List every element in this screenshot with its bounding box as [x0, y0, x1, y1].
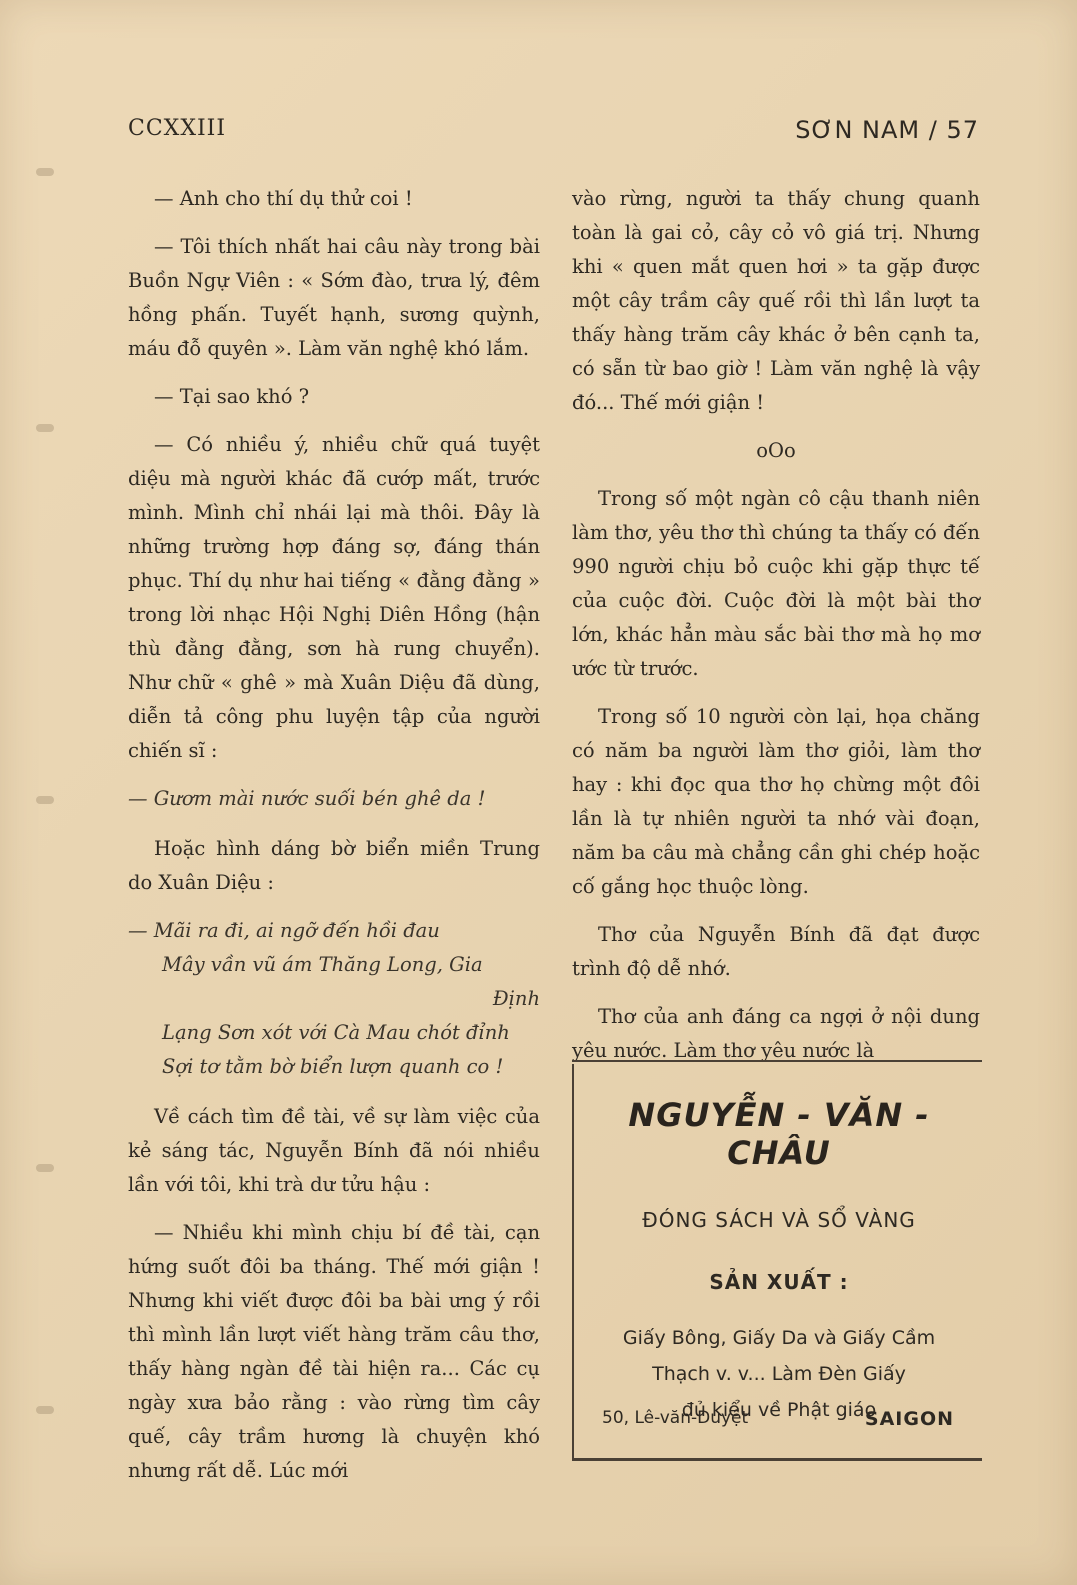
paragraph: — Tại sao khó ?: [154, 385, 310, 408]
paragraph: — Nhiều khi mình chịu bí đề tài, cạn hứng suốt đôi ba tháng. Thế mới giận ! Nhưng khi viết được đôi ba bài ưng ý rồi thì mình lần lượt viết hàng trăm câu thơ, thấy hàng ngàn đề tài hiện ra... Các cụ ngày xưa bảo rằng : vào rừng tìm cây quế, cây trầm hương là chuyện khó nhưng rất dễ. Lúc mới: [128, 1221, 540, 1482]
ad-description-line: đủ kiểu về Phật giáo: [681, 1399, 877, 1421]
paragraph: Thơ của Nguyễn Bính đã đạt được trình độ dễ nhớ.: [572, 923, 980, 980]
paragraph: Về cách tìm đề tài, về sự làm việc của kẻ sáng tác, Nguyễn Bính đã nói nhiều lần với tôi, khi trà dư tửu hậu :: [128, 1105, 540, 1196]
poem-line: Mây vần vũ ám Thăng Long, Gia: [162, 953, 483, 976]
ad-description-line: Giấy Bông, Giấy Da và Giấy Cầm: [622, 1327, 936, 1349]
advertisement-box: [572, 1060, 982, 1461]
poem-line: Sợi tơ tằm bờ biển lượn quanh co !: [162, 1055, 504, 1078]
binding-hole: [36, 168, 54, 176]
binding-hole: [36, 796, 54, 804]
verse-quote: [128, 782, 540, 816]
right-column: [572, 182, 980, 1082]
poem-line-continuation: Định: [492, 987, 540, 1010]
poem-line: — Mãi ra đi, ai ngỡ đến hồi đau: [128, 919, 440, 942]
paragraph: Trong số một ngàn cô cậu thanh niên làm thơ, yêu thơ thì chúng ta thấy có đến 990 người chịu bỏ cuộc khi gặp thực tế của cuộc đời. Cuộc đời là một bài thơ lớn, khác hẳn màu sắc bài thơ mà họ mơ ước từ trước.: [572, 487, 980, 680]
section-separator: oOo: [756, 439, 796, 462]
ad-production-heading: SẢN XUẤT :: [709, 1270, 849, 1294]
poem-line: Lạng Sơn xót với Cà Mau chót đỉnh: [162, 1021, 510, 1044]
left-column: [128, 182, 540, 1502]
binding-hole: [36, 1164, 54, 1172]
paragraph: Trong số 10 người còn lại, họa chăng có năm ba người làm thơ giỏi, làm thơ hay : khi đọc qua thơ họ chừng một đôi lần là tự nhiên người ta nhớ vài đoạn, năm ba câu mà chẳng cần ghi chép hoặc cố gắng học thuộc lòng.: [572, 705, 980, 898]
paragraph: vào rừng, người ta thấy chung quanh toàn là gai cỏ, cây cỏ vô giá trị. Nhưng khi « quen mắt quen hơi » ta gặp được một cây trầm cây quế rồi thì lần lượt ta thấy hàng trăm cây khác ở bên cạnh ta, có sẵn từ bao giờ ! Làm văn nghệ là vậy đó... Thế mới giận !: [572, 187, 980, 414]
ad-footer: [602, 1408, 954, 1430]
paragraph: Thơ của anh đáng ca ngợi ở nội dung yêu nước. Làm thơ yêu nước là: [572, 1005, 980, 1062]
ad-description-line: Thạch v. v... Làm Đèn Giấy: [652, 1363, 906, 1385]
ad-subtitle: ĐÓNG SÁCH VÀ SỔ VÀNG: [642, 1208, 916, 1232]
ad-business-name: NGUYỄN - VĂN - CHÂU: [628, 1096, 930, 1172]
paragraph: — Có nhiều ý, nhiều chữ quá tuyệt diệu mà người khác đã cướp mất, trước mình. Mình chỉ nhái lại mà thôi. Đây là những trường hợp đáng sợ, đáng thán phục. Thí dụ như hai tiếng « đằng đằng » trong lời nhạc Hội Nghị Diên Hồng (hận thù đằng đằng, sơn hà rung chuyển). Như chữ « ghê » mà Xuân Diệu đã dùng, diễn tả công phu luyện tập của người chiến sĩ :: [128, 433, 540, 762]
section-number: CCXXIII: [128, 116, 227, 141]
ad-address: 50, Lê-văn-Duyệt: [602, 1408, 749, 1428]
paragraph: — Anh cho thí dụ thử coi !: [154, 187, 413, 210]
binding-hole: [36, 424, 54, 432]
poem-quote: [128, 914, 540, 1084]
paragraph: Hoặc hình dáng bờ biển miền Trung do Xuân Diệu :: [128, 837, 540, 894]
paragraph: — Tôi thích nhất hai câu này trong bài Buồn Ngự Viên : « Sớm đào, trưa lý, đêm hồng phấn. Tuyết hạnh, sương quỳnh, máu đỗ quyên ». Làm văn nghệ khó lắm.: [128, 235, 540, 360]
binding-hole: [36, 1406, 54, 1414]
ad-city: SAIGON: [864, 1408, 954, 1430]
running-head-page-number: SƠN NAM / 57: [795, 116, 979, 144]
verse-line: — Gươm mài nước suối bén ghê da !: [128, 787, 486, 810]
